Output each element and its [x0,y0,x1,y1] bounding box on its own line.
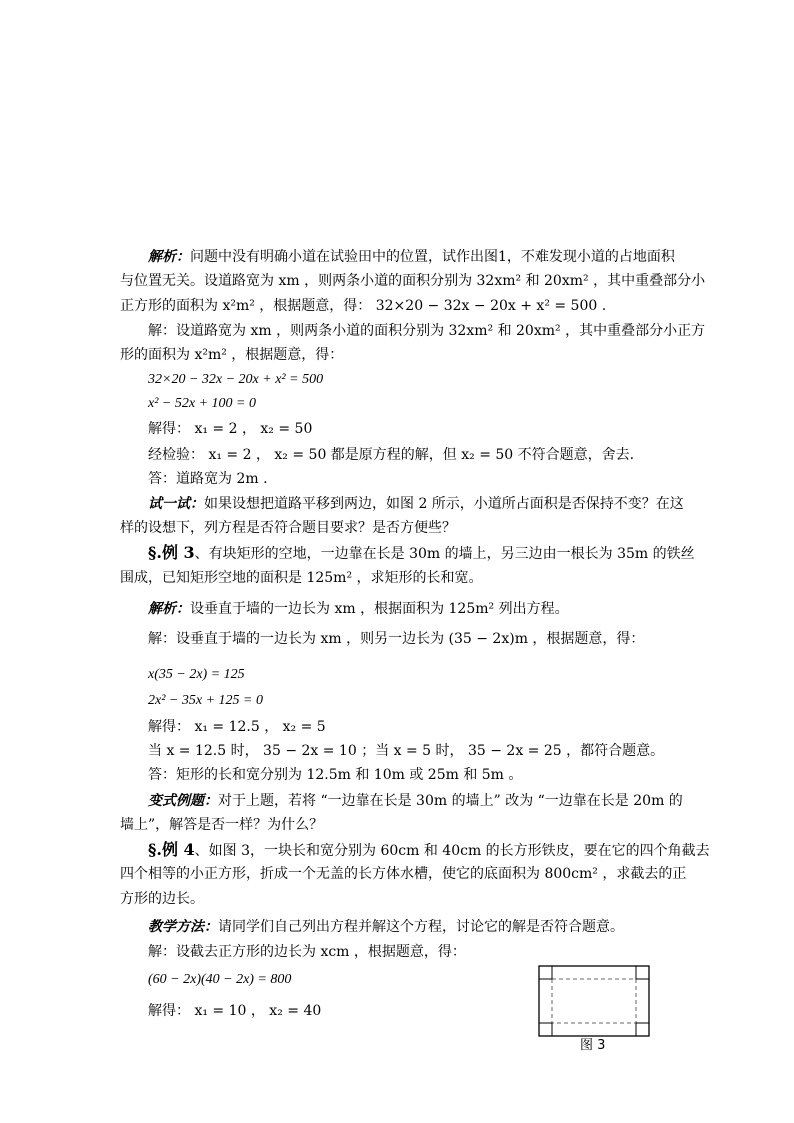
corner-square-br [636,1023,649,1036]
method-line: 教学方法：请同学们自己列出方程并解这个方程，讨论它的解是否符合题意。 [148,919,624,935]
corner-square-bl [539,1023,552,1036]
variant-label: 变式例题： [148,793,218,809]
example-4-line-1: §.例 4、如图 3，一块长和宽分别为 60cm 和 40cm 的长方形铁皮，要在它的四个角截去 [148,840,710,859]
roots-3: 解得： x₁ = 12.5 ， x₂ = 5 [148,719,326,735]
figure-3-caption: 图 3 [580,1038,606,1053]
check-1: 经检验： x₁ = 2 ， x₂ = 50 都是原方程的解，但 x₂ = 50 不符合题意，舍去. [148,447,635,463]
example-3-line-2: 围成，已知矩形空地的面积是 125m² ，求矩形的长和宽。 [120,570,483,586]
roots-1: 解得： x₁ = 2 ， x₂ = 50 [148,421,313,437]
solution-4-line-1: 解：设截去正方形的边长为 xcm ，根据题意，得： [148,944,466,960]
example-4-line-2: 四个相等的小正方形，折成一个无盖的长方体水槽，使它的底面积为 800cm² ，求截去的正 [120,866,687,882]
analysis-3: 解析：设垂直于墙的一边长为 xm ，根据面积为 125m² 列出方程。 [148,601,569,617]
method-label: 教学方法： [148,919,218,935]
fold-lines [552,979,636,1023]
corner-square-tr [636,966,649,979]
solution-1-line-1: 解：设道路宽为 xm ，则两条小道的面积分别为 32xm² 和 20xm² ，其中重叠部分小正方 [148,323,706,339]
solution-3-line-1: 解：设垂直于墙的一边长为 xm ，则另一边长为 (35 − 2x)m ，根据题意，得： [148,631,645,647]
analysis-3-label: 解析： [148,601,190,617]
example-3-line-1: §.例 3、有块矩形的空地，一边靠在长是 30m 的墙上，另三边由一根长为 35m 的铁丝 [148,543,695,562]
equation-3: x(35 − 2x) = 125 [148,667,245,682]
analysis-1-line-1: 解析：问题中没有明确小道在试验田中的位置，试作出图1，不难发现小道的占地面积 [148,249,675,265]
equation-2: x² − 52x + 100 = 0 [148,396,256,411]
try-it-line-2: 样的设想下，列方程是否符合题目要求？是否方便些？ [120,520,456,536]
answer-3: 答：矩形的长和宽分别为 12.5m 和 10m 或 25m 和 5m 。 [148,767,523,783]
sheet-outline [539,966,649,1036]
analysis-1-line-3: 正方形的面积为 x²m² ，根据题意，得： 32×20 − 32x − 20x + x² = 500 . [120,298,607,314]
example-3-label: §.例 3 [148,543,195,562]
analysis-1-line-2: 与位置无关。设道路宽为 xm ，则两条小道的面积分别为 32xm² 和 20xm² ，其中重叠部分小 [120,273,706,289]
try-it-line-1: 试一试：如果设想把道路平移到两边，如图 2 所示，小道所占面积是否保持不变？在这 [148,496,684,512]
variant-line-2: 墙上”，解答是否一样？为什么？ [120,817,324,833]
example-4-line-3: 方形的边长。 [120,891,204,907]
corner-square-tl [539,966,552,979]
analysis-label: 解析： [148,249,190,265]
equation-5: (60 − 2x)(40 − 2x) = 800 [148,972,292,987]
solution-1-line-2: 形的面积为 x²m² ，根据题意，得： [120,347,344,363]
example-4-label: §.例 4 [148,840,195,859]
figure-3-diagram [538,965,650,1037]
try-it-label: 试一试： [148,496,204,512]
check-3: 当 x = 12.5 时， 35 − 2x = 10 ；当 x = 5 时， 35 − 2x = 25 ，都符合题意。 [148,743,665,759]
variant-line-1: 变式例题：对于上题，若将 “一边靠在长是 30m 的墙上” 改为 “一边靠在长是 20m 的 [148,793,683,809]
roots-4: 解得： x₁ = 10 ， x₂ = 40 [148,1003,322,1019]
answer-1: 答：道路宽为 2m . [148,471,268,487]
equation-4: 2x² − 35x + 125 = 0 [148,693,263,708]
equation-1: 32×20 − 32x − 20x + x² = 500 [148,372,324,387]
